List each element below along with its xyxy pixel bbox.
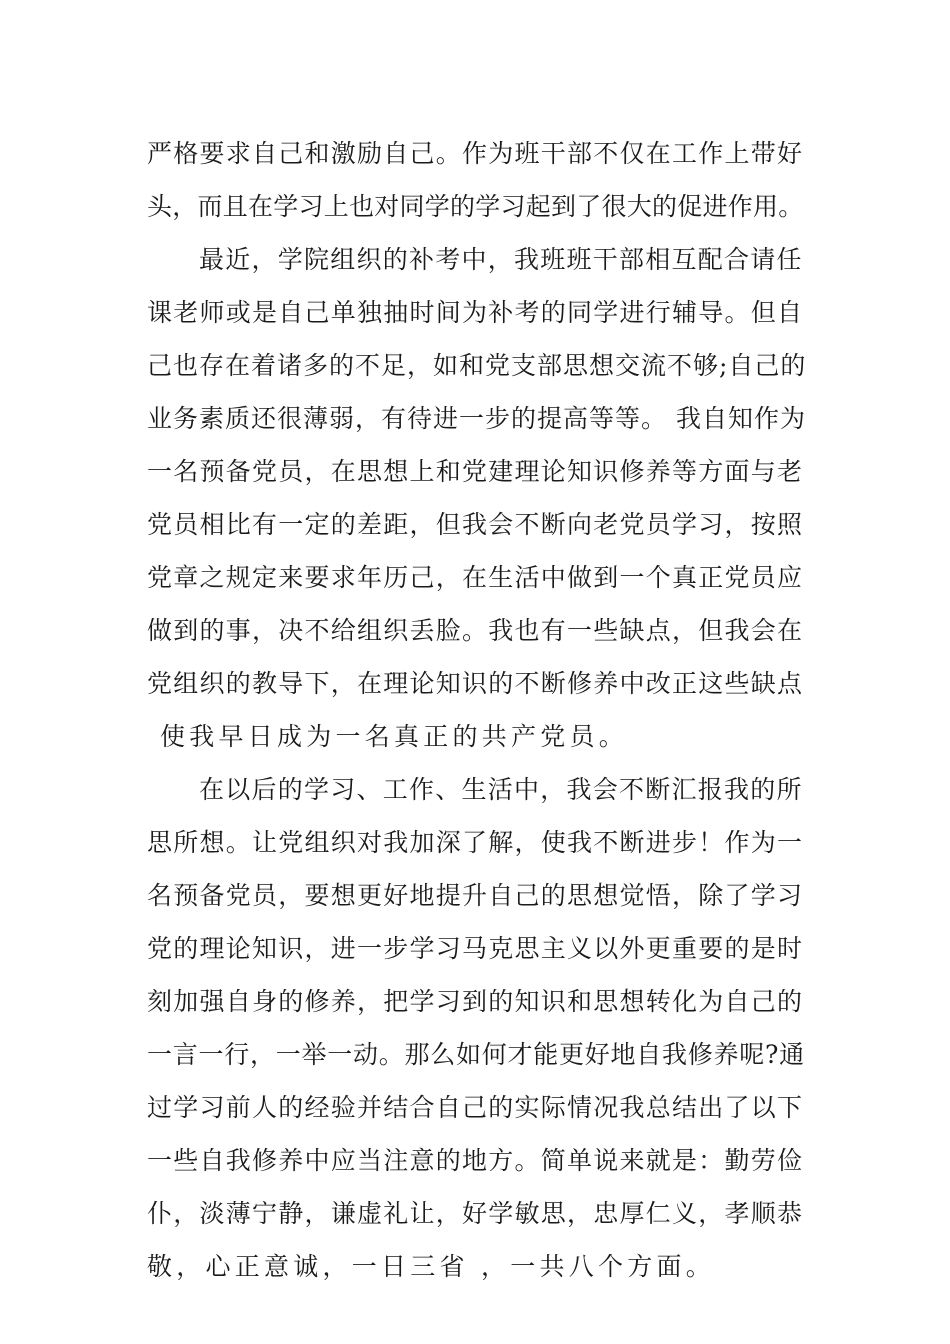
text-line: 使我早日成为一名真正的共产党员。 [160,722,629,751]
text-line: 党组织的教导下，在理论知识的不断修养中改正这些缺点 [147,669,804,698]
text-line: 刻加强自身的修养，把学习到的知识和思想转化为自己的 [147,987,804,1016]
text-line: 头，而且在学习上也对同学的学习起到了很大的促进作用。 [147,192,804,221]
body-text [147,127,807,1293]
text-line: 做到的事，决不给组织丢脸。我也有一些缺点，但我会在 [147,616,804,645]
text-line: 思所想。让党组织对我加深了解，使我不断进步！作为一 [147,828,804,857]
text-line: 一些自我修养中应当注意的地方。简单说来就是：勤劳俭 [147,1146,804,1175]
text-line: 名预备党员，要想更好地提升自己的思想觉悟，除了学习 [147,881,804,910]
text-line: 党的理论知识，进一步学习马克思主义以外更重要的是时 [147,934,804,963]
text-line: 仆，淡薄宁静，谦虚礼让，好学敏思，忠厚仁义，孝顺恭 [147,1199,804,1228]
text-line: 业务素质还很薄弱，有待进一步的提高等等。 我自知作为 [147,404,806,433]
text-line: 严格要求自己和激励自己。作为班干部不仅在工作上带好 [147,139,804,168]
text-line: 课老师或是自己单独抽时间为补考的同学进行辅导。但自 [147,298,804,327]
text-line: 过学习前人的经验并结合自己的实际情况我总结出了以下 [147,1093,804,1122]
text-line: 己也存在着诸多的不足，如和党支部思想交流不够;自己的 [147,351,807,380]
text-line: 党员相比有一定的差距，但我会不断向老党员学习，按照 [147,510,804,539]
text-line: 一名预备党员，在思想上和党建理论知识修养等方面与老 [147,457,804,486]
text-line: 在以后的学习、工作、生活中，我会不断汇报我的所 [199,775,803,804]
text-line: 一言一行，一举一动。那么如何才能更好地自我修养呢?通 [147,1040,805,1069]
text-line: 党章之规定来要求年历己，在生活中做到一个真正党员应 [147,563,804,592]
text-line: 敬，心正意诚，一日三省 ，一共八个方面。 [147,1252,715,1281]
text-line: 最近，学院组织的补考中，我班班干部相互配合请任 [199,245,803,274]
